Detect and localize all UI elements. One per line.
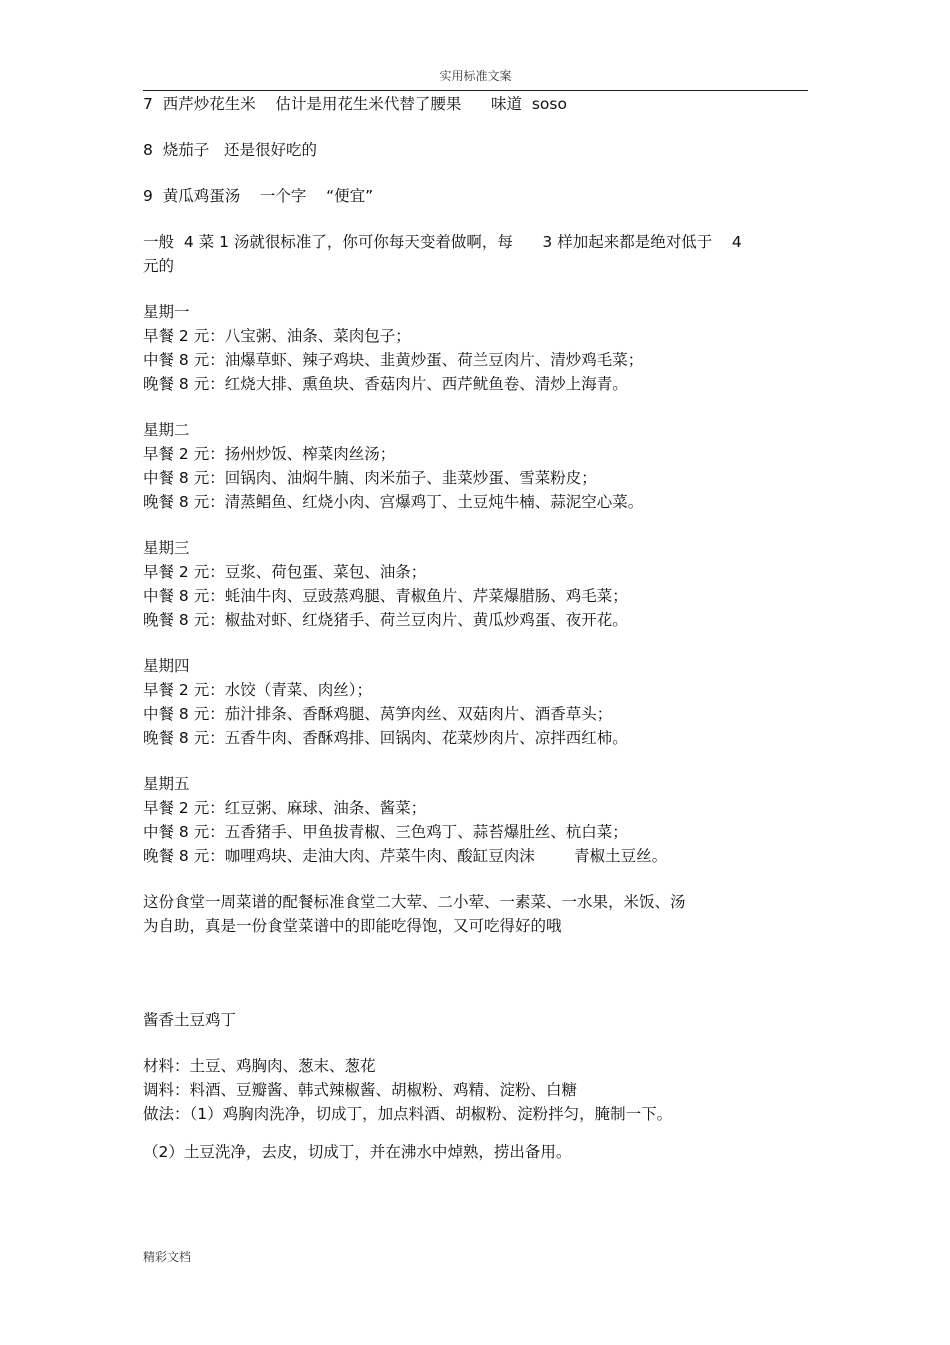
intro-item-8: 8 烧茄子 还是很好吃的 xyxy=(143,141,317,159)
page-header: 实用标准文案 xyxy=(439,69,512,83)
intro-summary-line-1: 一般 4 菜 1 汤就很标准了，你可你每天变着做啊，每 3 样加起来都是绝对低于 4 xyxy=(143,233,742,251)
recipe-step-1: 做法：（1）鸡胸肉洗净，切成丁，加点料酒、胡椒粉、淀粉拌匀，腌制一下。 xyxy=(143,1105,673,1123)
conclusion-line-2: 为自助，真是一份食堂菜谱中的即能吃得饱，又可吃得好的哦 xyxy=(143,917,562,935)
day-name: 星期三 xyxy=(143,539,190,557)
recipe-title: 酱香土豆鸡丁 xyxy=(143,1011,237,1029)
dinner-line: 晚餐 8 元：红烧大排、熏鱼块、香菇肉片、西芹鱿鱼卷、清炒上海青。 xyxy=(143,375,628,393)
breakfast-line: 早餐 2 元：水饺（青菜、肉丝）； xyxy=(143,681,372,699)
breakfast-line: 早餐 2 元：豆浆、荷包蛋、菜包、油条； xyxy=(143,563,427,581)
intro-summary-line-2: 元的 xyxy=(143,257,175,275)
breakfast-line: 早餐 2 元：扬州炒饭、榨菜肉丝汤； xyxy=(143,445,396,463)
lunch-line: 中餐 8 元：回锅肉、油焖牛腩、肉米茄子、韭菜炒蛋、雪菜粉皮； xyxy=(143,469,597,487)
conclusion-line-1: 这份食堂一周菜谱的配餐标准食堂二大荤、二小荤、一素菜、一水果，米饭、汤 xyxy=(143,893,686,911)
recipe-ingredients: 材料：土豆、鸡胸肉、葱末、葱花 xyxy=(143,1057,376,1075)
day-name: 星期五 xyxy=(143,775,190,793)
day-tuesday xyxy=(143,418,815,514)
recipe-seasoning: 调料：料酒、豆瓣酱、韩式辣椒酱、胡椒粉、鸡精、淀粉、白糖 xyxy=(143,1081,578,1099)
day-wednesday xyxy=(143,536,815,632)
recipe-step-2: （2）土豆洗净，去皮，切成丁，并在沸水中焯熟，捞出备用。 xyxy=(143,1143,572,1161)
dinner-line: 晚餐 8 元：五香牛肉、香酥鸡排、回锅肉、花菜炒肉片、凉拌西红柿。 xyxy=(143,729,628,747)
dinner-line: 晚餐 8 元：清蒸鲳鱼、红烧小肉、宫爆鸡丁、土豆炖牛楠、蒜泥空心菜。 xyxy=(143,493,644,511)
intro-item-7: 7 西芹炒花生米 估计是用花生米代替了腰果 味道 soso xyxy=(143,95,567,113)
dinner-line: 晚餐 8 元：椒盐对虾、红烧猪手、荷兰豆肉片、黄瓜炒鸡蛋、夜开花。 xyxy=(143,611,628,629)
header-divider xyxy=(143,90,808,91)
day-name: 星期一 xyxy=(143,303,190,321)
day-monday xyxy=(143,300,815,396)
lunch-line: 中餐 8 元：油爆草虾、辣子鸡块、韭黄炒蛋、荷兰豆肉片、清炒鸡毛菜； xyxy=(143,351,644,369)
intro-item-9: 9 黄瓜鸡蛋汤 一个字 “便宜” xyxy=(143,187,374,205)
document-body xyxy=(143,92,815,1164)
lunch-line: 中餐 8 元：茄汁排条、香酥鸡腿、莴笋肉丝、双菇肉片、酒香草头； xyxy=(143,705,613,723)
lunch-line: 中餐 8 元：五香猪手、甲鱼拔青椒、三色鸡丁、蒜苔爆肚丝、杭白菜； xyxy=(143,823,628,841)
day-name: 星期四 xyxy=(143,657,190,675)
page-footer: 精彩文档 xyxy=(143,1250,192,1264)
day-thursday xyxy=(143,654,815,750)
breakfast-line: 早餐 2 元：八宝粥、油条、菜肉包子； xyxy=(143,327,411,345)
dinner-line: 晚餐 8 元：咖哩鸡块、走油大肉、芹菜牛肉、酸缸豆肉沫 青椒土豆丝。 xyxy=(143,847,668,865)
breakfast-line: 早餐 2 元：红豆粥、麻球、油条、酱菜； xyxy=(143,799,427,817)
lunch-line: 中餐 8 元：蚝油牛肉、豆豉蒸鸡腿、青椒鱼片、芹菜爆腊肠、鸡毛菜； xyxy=(143,587,628,605)
day-friday xyxy=(143,772,815,868)
day-name: 星期二 xyxy=(143,421,190,439)
